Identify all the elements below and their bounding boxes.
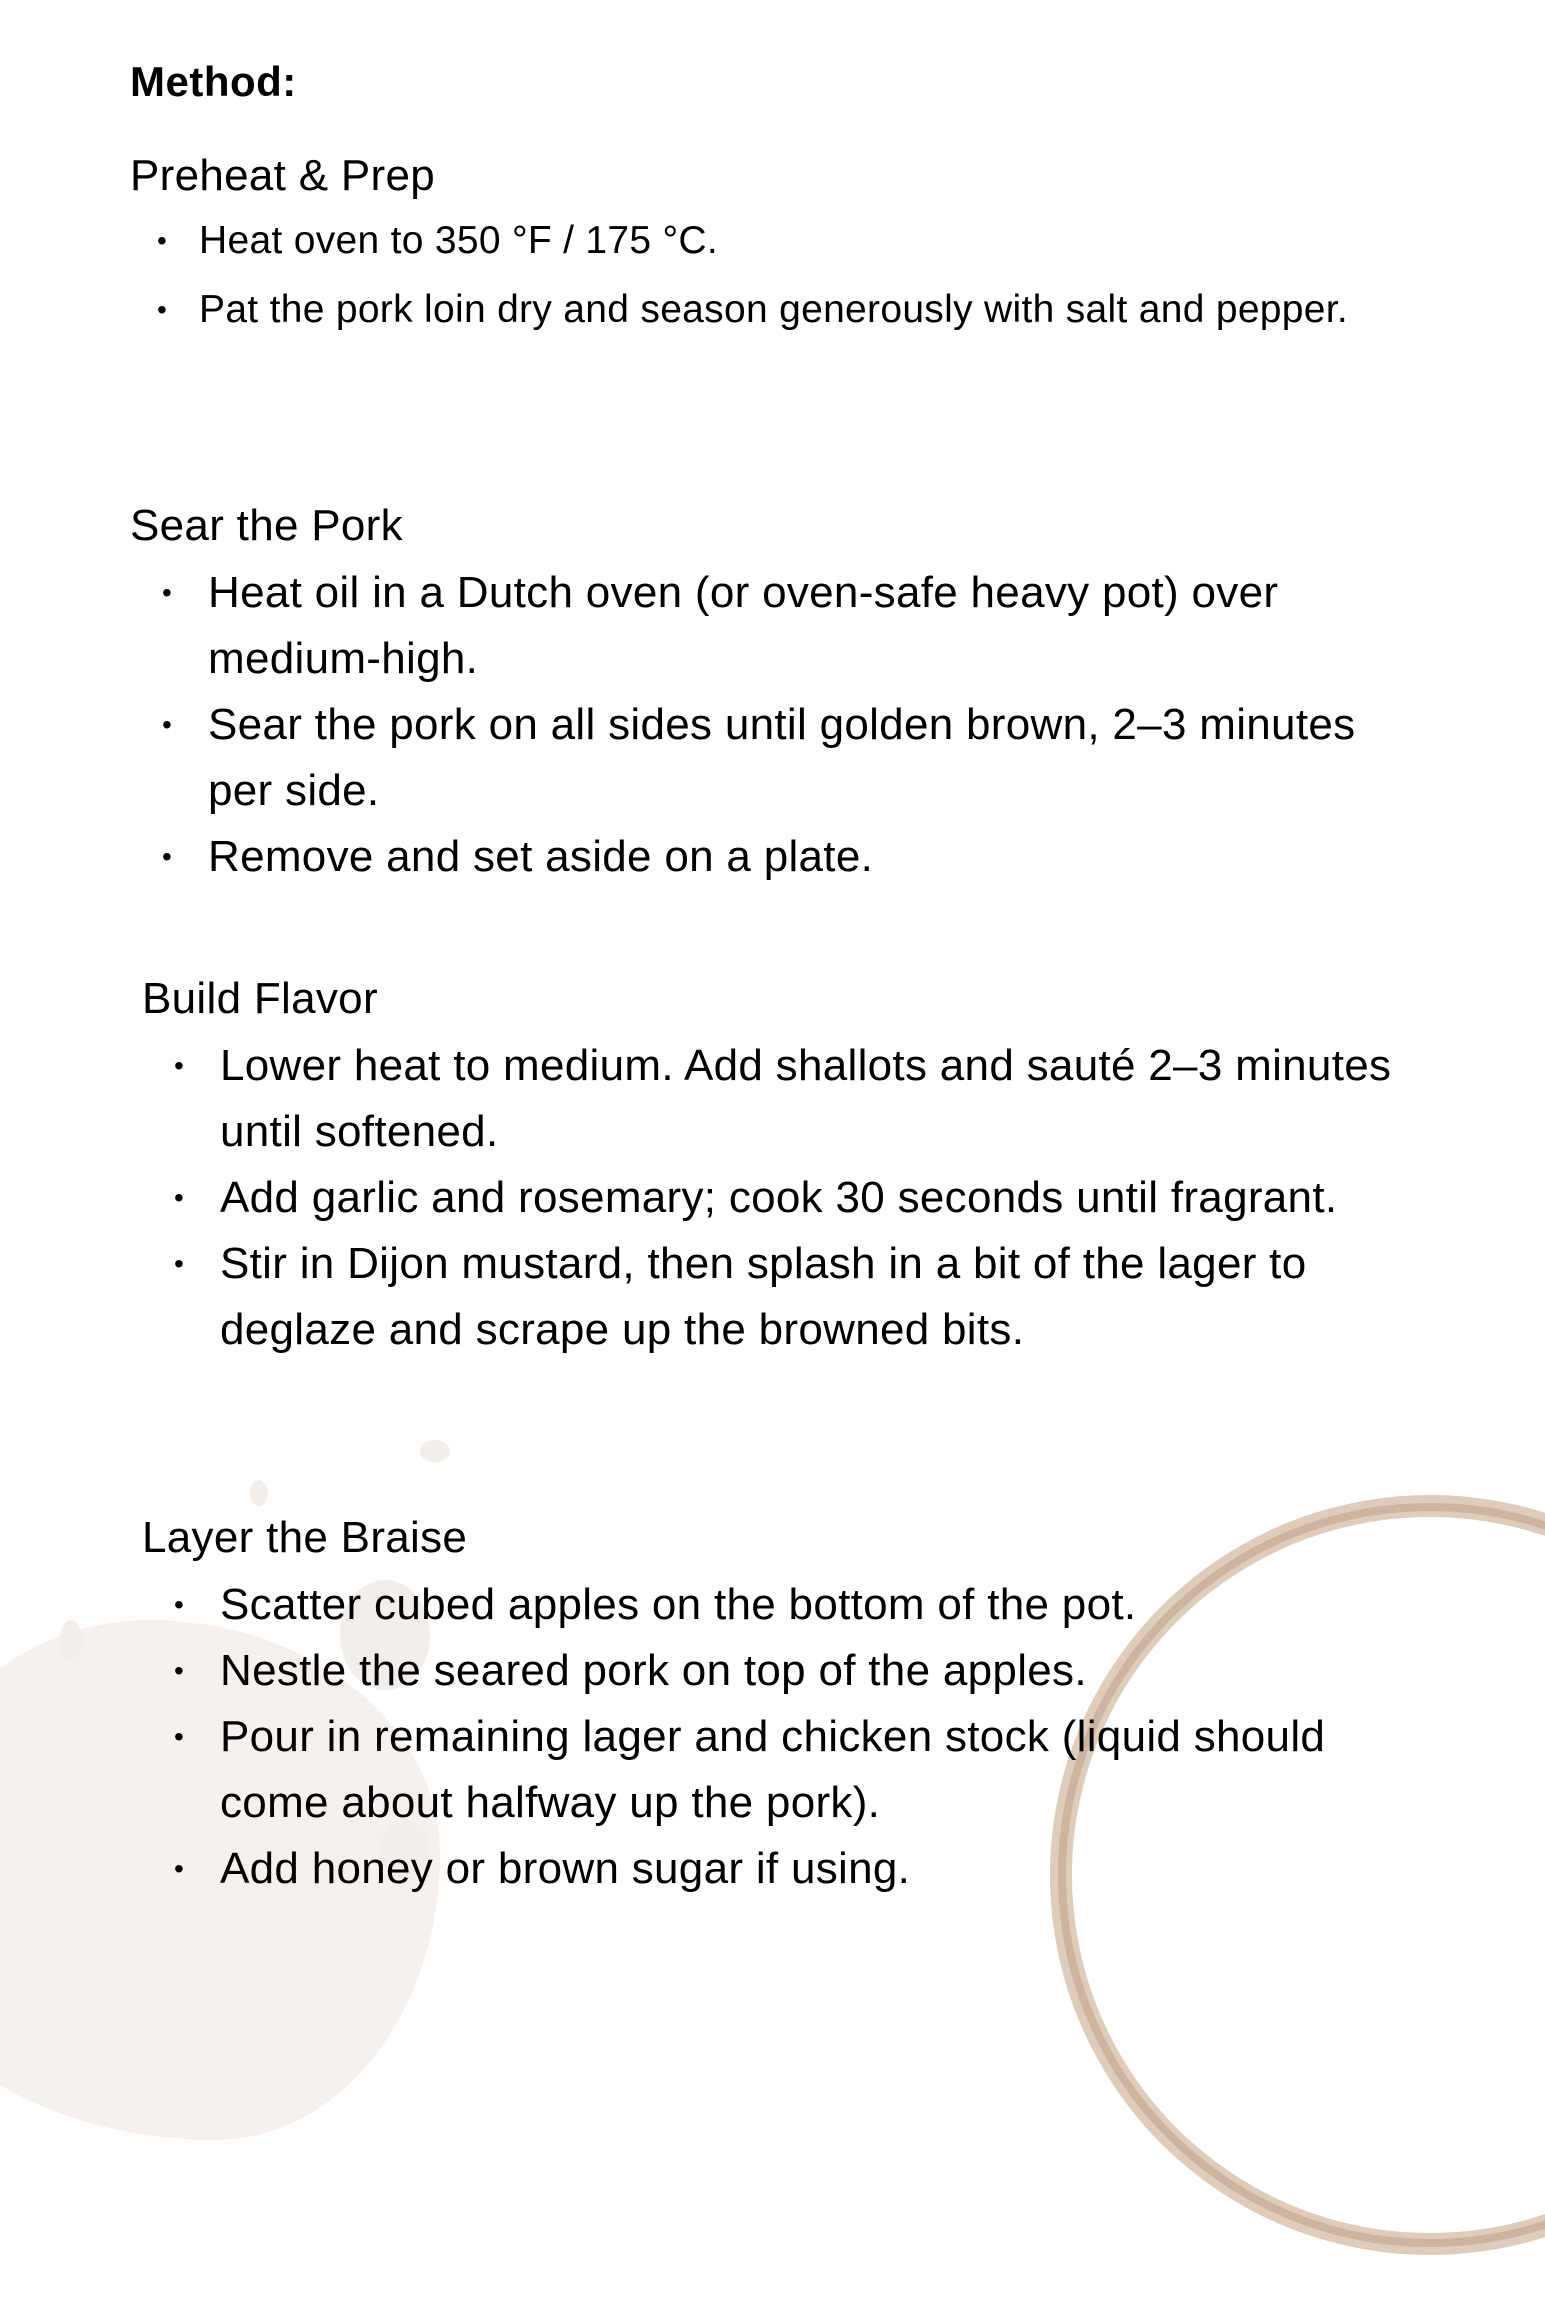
section-sear-the-pork [130, 496, 1408, 890]
step-text: Stir in Dijon mustard, then splash in a bit of the lager to deglaze and scrape up the browned bits. [220, 1239, 1307, 1354]
bullet-icon: • [174, 1655, 185, 1686]
step-item [162, 824, 1408, 890]
bullet-icon: • [174, 1721, 185, 1752]
step-item [174, 1033, 1420, 1165]
step-text: Nestle the seared pork on top of the apples. [220, 1646, 1087, 1695]
bullet-icon: • [174, 1050, 185, 1081]
step-item [162, 692, 1408, 824]
step-text: Remove and set aside on a plate. [208, 832, 874, 881]
step-item [174, 1836, 1420, 1902]
step-text: Add garlic and rosemary; cook 30 seconds until fragrant. [220, 1173, 1338, 1222]
step-text: Lower heat to medium. Add shallots and sauté 2–3 minutes until softened. [220, 1041, 1392, 1156]
section-heading: Sear the Pork [130, 501, 403, 550]
splash-drop-decoration [60, 1620, 82, 1660]
step-text: Pat the pork loin dry and season generously with salt and pepper. [199, 288, 1349, 331]
bullet-icon: • [174, 1248, 185, 1279]
section-build-flavor [142, 969, 1420, 1363]
bullet-icon: • [162, 577, 173, 608]
step-text: Pour in remaining lager and chicken stock (liquid should come about halfway up the pork). [220, 1712, 1326, 1827]
splash-drop-decoration [420, 1440, 450, 1462]
splash-drop-decoration [250, 1480, 268, 1506]
step-text: Sear the pork on all sides until golden brown, 2–3 minutes per side. [208, 700, 1356, 815]
section-layer-the-braise [142, 1508, 1420, 1902]
step-item [162, 560, 1408, 692]
step-item [174, 1572, 1420, 1638]
step-list [174, 1033, 1420, 1363]
step-list [157, 206, 1449, 344]
step-item [157, 275, 1449, 344]
step-item [174, 1165, 1420, 1231]
section-heading: Layer the Braise [142, 1513, 468, 1562]
bullet-icon: • [157, 225, 168, 256]
step-text: Heat oven to 350 °F / 175 °C. [199, 219, 719, 262]
step-item [157, 206, 1449, 275]
bullet-icon: • [162, 841, 173, 872]
method-title: Method: [130, 58, 297, 105]
step-item [174, 1231, 1420, 1363]
bullet-icon: • [174, 1853, 185, 1884]
section-heading: Preheat & Prep [130, 151, 436, 200]
bullet-icon: • [174, 1182, 185, 1213]
bullet-icon: • [157, 294, 168, 325]
step-list [174, 1572, 1420, 1902]
step-list [162, 560, 1408, 890]
step-item [174, 1704, 1420, 1836]
bullet-icon: • [174, 1589, 185, 1620]
section-heading: Build Flavor [142, 974, 378, 1023]
step-item [174, 1638, 1420, 1704]
step-text: Add honey or brown sugar if using. [220, 1844, 911, 1893]
step-text: Scatter cubed apples on the bottom of the pot. [220, 1580, 1137, 1629]
bullet-icon: • [162, 709, 173, 740]
step-text: Heat oil in a Dutch oven (or oven-safe heavy pot) over medium-high. [208, 568, 1279, 683]
section-preheat-prep [130, 146, 1449, 344]
